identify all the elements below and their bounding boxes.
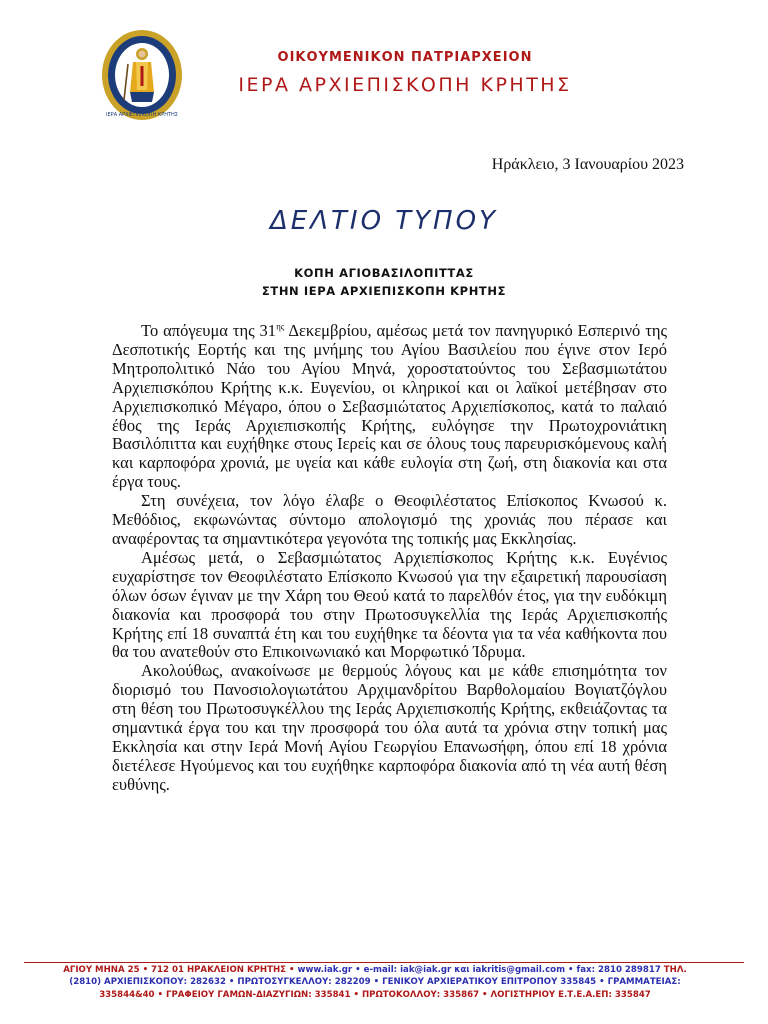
- ordinal-suffix: ης: [276, 321, 285, 332]
- seal-text: ΙΕΡΑ ΑΡΧΙΕΠΙΣΚΟΠΗ ΚΡΗΤΗΣ: [106, 112, 178, 118]
- footer-address: ΑΓΙΟΥ ΜΗΝΑ 25 • 712 01 ΗΡΑΚΛΕΙΟΝ ΚΡΗΤΗΣ •: [63, 965, 295, 975]
- footer-tel-label: ΤΗΛ.: [663, 965, 687, 975]
- subtitle-line-2: ΣΤΗΝ ΙΕΡΑ ΑΡΧΙΕΠΙΣΚΟΠΗ ΚΡΗΤΗΣ: [261, 284, 507, 298]
- paragraph-1: [112, 322, 667, 492]
- paragraph-1-start: Το απόγευμα της 31: [141, 321, 277, 340]
- press-release-body: [112, 322, 667, 795]
- archdiocese-seal-logo: [100, 28, 184, 122]
- document-subtitle: [0, 264, 768, 300]
- paragraph-1-rest: Δεκεμβρίου, αμέσως μετά τον πανηγυρικό Εσπερινό της Δεσποτικής Εορτής και της μνήμης του Αγίου Βασιλείου που έγινε στον Ιερό Μητροπολιτικό Νάο του Αγίου Μηνά, χοροστατούντος του Σεβασμιωτάτου Αρχιεπισκόπου Κρήτης κ.κ. Ευγενίου, οι κληρικοί και οι λαϊκοί μετέβησαν στο Αρχιεπισκοπικό Μέγαρο, όπου ο Σεβασμιώτατος Αρχιεπίσκοπος, κατά το παλαιό έθος της Ιεράς Αρχιεπισκοπής Κρήτης, ευλόγησε την Πρωτοχρονιάτικη Βασιλόπιττα και ευχήθηκε στους Ιερείς και σε όλους τους παρευρισκόμενους καλή και καρποφόρα χρονιά, με υγεία και κάθε ευλογία στη ζωή, στη διακονία και στα έργα τους.: [112, 321, 667, 492]
- footer-line-2: (2810) ΑΡΧΙΕΠΙΣΚΟΠΟΥ: 282632 • ΠΡΩΤΟΣΥΓΚΕΛΛΟΥ: 282209 • ΓΕΝΙΚΟΥ ΑΡΧΙΕΡΑΤΙΚΟΥ ΕΠΙΤΡΟΠΟΥ 335845 • ΓΡΑΜΜΑΤΕΙΑΣ:: [69, 977, 681, 988]
- contact-footer: [50, 964, 700, 1001]
- document-title: ΔΕΛΤΙΟ ΤΥΠΟΥ: [270, 206, 498, 236]
- patriarchate-heading: ΟΙΚΟΥΜΕΝΙΚΟΝ ΠΑΤΡΙΑΡΧΕΙΟΝ: [277, 50, 533, 65]
- footer-web-contacts: www.iak.gr • e-mail: iak@iak.gr και iakritis@gmail.com • fax: 2810 289817: [294, 965, 664, 975]
- footer-divider: [24, 962, 744, 963]
- footer-line-3: 335844&40 • ΓΡΑΦΕΙΟΥ ΓΑΜΩΝ-ΔΙΑΖΥΓΙΩΝ: 335841 • ΠΡΩΤΟΚΟΛΛΟΥ: 335867 • ΛΟΓΙΣΤΗΡΙΟΥ Ε.Τ.Ε.Α.ΕΠ: 335847: [99, 989, 651, 1000]
- subtitle-line-1: ΚΟΠΗ ΑΓΙΟΒΑΣΙΛΟΠΙΤΤΑΣ: [294, 266, 474, 280]
- document-date: Ηράκλειο, 3 Ιανουαρίου 2023: [491, 156, 684, 173]
- footer-line-1: [50, 964, 700, 976]
- archdiocese-heading: ΙΕΡΑ ΑΡΧΙΕΠΙΣΚΟΠΗ ΚΡΗΤΗΣ: [238, 74, 572, 96]
- paragraph-4: Ακολούθως, ανακοίνωσε με θερμούς λόγους και με κάθε επισημότητα τον διορισμό του Πανοσιολογιωτάτου Αρχιμανδρίτου Βαρθολομαίου Βογιατζόγλου στη θέση του Πρωτοσυγκέλλου της Ιεράς Αρχιεπισκοπής Κρήτης, εκθειάζοντας τα σημαντικά έργα του και την προσφορά του όλα αυτά τα χρόνια στην τοπική μας Εκκλησία και στην Ιερά Μονή Αγίου Γεωργίου Επανωσήφη, όπου επί 18 χρόνια διετέλεσε Ηγούμενος και του ευχήθηκε καρποφόρα διακονία από τη νέα αυτή θέση ευθύνης.: [112, 661, 667, 794]
- paragraph-3: Αμέσως μετά, ο Σεβασμιώτατος Αρχιεπίσκοπος Κρήτης κ.κ. Ευγένιος ευχαρίστησε τον Θεοφιλέστατο Επίσκοπο Κνωσού για την εξαιρετική παρουσίαση όλων όσων έγιναν με την Χάρη του Θεού κατά το παρελθόν έτος, για την ευδόκιμη διακονία και προσφορά του στην Πρωτοσυγκελλία της Ιεράς Αρχιεπισκοπής Κρήτης επί 18 συναπτά έτη και του ευχήθηκε τα δέοντα για τα νέα καθήκοντα που θα του ανατεθούν στο Επικοινωνιακό και Μορφωτικό Ίδρυμα.: [112, 547, 667, 662]
- paragraph-2: Στη συνέχεια, τον λόγο έλαβε ο Θεοφιλέστατος Επίσκοπος Κνωσού κ. Μεθόδιος, εκφωνώντας σύντομο απολογισμό της χρονιάς που πέρασε και αναφέροντας τα σημαντικότερα γεγονότα της τοπικής μας Εκκλησίας.: [112, 491, 667, 548]
